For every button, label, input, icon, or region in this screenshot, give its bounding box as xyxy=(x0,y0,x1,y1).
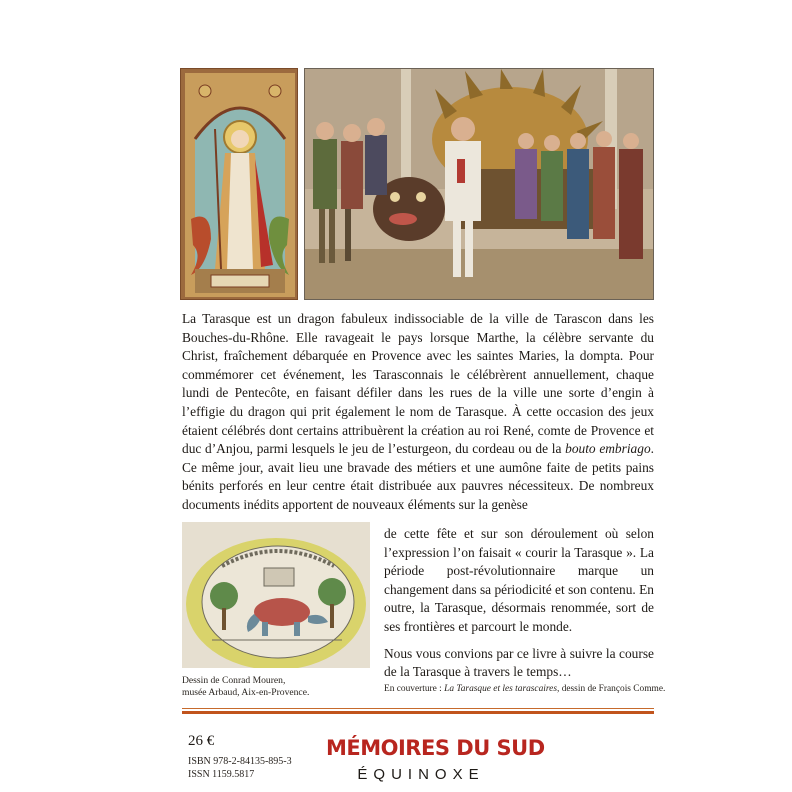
main-paragraph-italic: bouto embriago xyxy=(565,441,651,457)
tarasque-drawing-image xyxy=(182,522,370,668)
side-paragraph: de cette fête et sur son déroulement où selon l’expression l’on faisait « courir la Tarasque ». La période post-révolutionnaire marque un changement dans sa périodicité et son contenu. En outre, la Tarasque, désormais renommée, sort de ses frontières et parcourt le monde. xyxy=(384,526,654,634)
tarasque-procession-photo xyxy=(304,68,654,300)
credit-prefix: En couverture : xyxy=(384,684,445,694)
drawing-caption xyxy=(182,675,372,699)
main-paragraph xyxy=(182,310,654,515)
side-text xyxy=(384,525,654,682)
publisher-logo: ÉQUINOXE xyxy=(357,766,485,783)
closing-paragraph: Nous vous convions par ce livre à suivre la course de la Tarasque à travers le temps… xyxy=(384,645,654,680)
saint-martha-image xyxy=(180,68,298,300)
series-logo: MÉMOIRES DU SUD xyxy=(326,736,545,760)
caption-line-2: musée Arbaud, Aix-en-Provence. xyxy=(182,687,310,698)
divider-thick xyxy=(182,711,654,714)
divider-thin xyxy=(182,708,654,709)
isbn-block xyxy=(188,755,292,781)
isbn: ISBN 978-2-84135-895-3 xyxy=(188,756,292,767)
description-text xyxy=(182,310,654,515)
main-paragraph-part-1: La Tarasque est un dragon fabuleux indissociable de la ville de Tarascon dans les Bouches-du-Rhône. Elle ravageait le pays lorsque Marthe, la célèbre servante du Christ, fraîchement débarquée en Provence avec les saintes Maries, la dompta. Pour commémorer cet événement, les Tarasconnais le célébrèrent annuellement, chaque lundi de Pentecôte, en faisant défiler dans les rues de la ville une sorte d’engin à l’effigie du dragon qui prit également le nom de Tarasque. À cette occasion des jeux étaient célébrés dont certains attribuèrent la création au roi René, comte de Provence et duc d’Anjou, parmi lesquels le jeu de l’esturgeon, du cordeau ou de la xyxy=(182,311,654,457)
credit-title: La Tarasque et les tarascaires xyxy=(444,684,557,694)
issn: ISSN 1159.5817 xyxy=(188,769,255,780)
caption-line-1: Dessin de Conrad Mouren, xyxy=(182,675,286,686)
main-paragraph-part-2: . Ce même jour, avait lieu une bravade des métiers et une aumône faite de petits pains bénits perforés en leur centre était distribuée aux pauvres nécessiteux. De nombreux documents inédits apportent de nouveaux éléments sur la genèse xyxy=(182,441,655,512)
price: 26 € xyxy=(188,733,215,749)
cover-credit xyxy=(384,683,666,695)
credit-suffix: , dessin de François Comme. xyxy=(557,684,666,694)
